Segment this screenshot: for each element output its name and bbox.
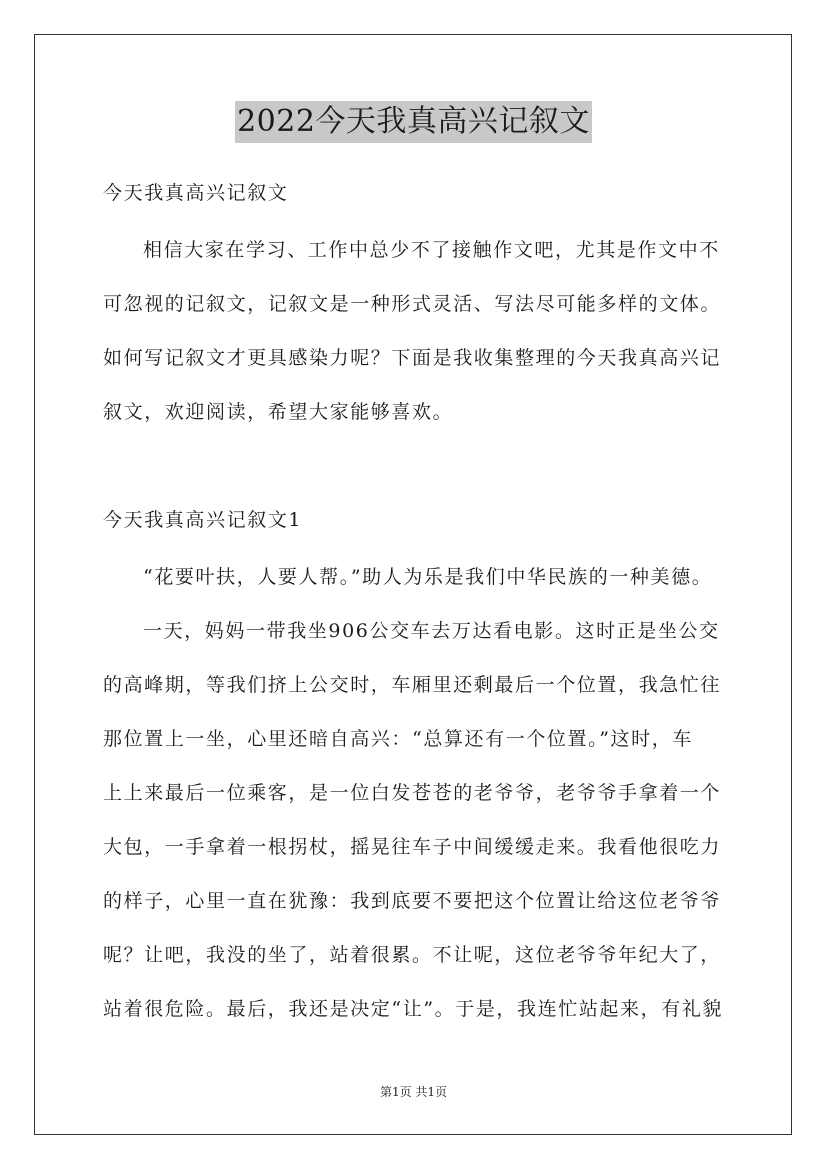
document-subtitle: 今天我真高兴记叙文 <box>103 182 289 204</box>
page-footer: 第1页 共1页 <box>379 1085 448 1099</box>
intro-line: 相信大家在学习、工作中总少不了接触作文吧，尤其是作文中不 <box>143 239 720 261</box>
body-line: 那位置上一坐，心里还暗自高兴：“总算还有一个位置。”这时，车 <box>103 728 693 750</box>
section-heading: 今天我真高兴记叙文1 <box>103 509 303 531</box>
intro-line: 叙文，欢迎阅读，希望大家能够喜欢。 <box>103 401 454 423</box>
body-line: 的样子，心里一直在犹豫：我到底要不要把这个位置让给这位老爷爷 <box>103 890 722 912</box>
body-line: 大包，一手拿着一根拐杖，摇晃往车子中间缓缓走来。我看他很吃力 <box>103 836 722 858</box>
intro-line: 可忽视的记叙文，记叙文是一种形式灵活、写法尽可能多样的文体。 <box>103 293 722 315</box>
body-line: “花要叶扶，人要人帮。”助人为乐是我们中华民族的一种美德。 <box>143 566 713 588</box>
body-line: 一天，妈妈一带我坐906公交车去万达看电影。这时正是坐公交 <box>143 620 720 642</box>
body-line: 的高峰期，等我们挤上公交时，车厢里还剩最后一个位置，我急忙往 <box>103 674 722 696</box>
body-line: 站着很危险。最后，我还是决定“让”。于是，我连忙站起来，有礼貌 <box>103 998 724 1020</box>
title-container <box>0 101 827 143</box>
body-line: 呢？让吧，我没的坐了，站着很累。不让呢，这位老爷爷年纪大了， <box>103 944 722 966</box>
body-line: 上上来最后一位乘客，是一位白发苍苍的老爷爷，老爷爷手拿着一个 <box>103 782 722 804</box>
intro-line: 如何写记叙文才更具感染力呢？下面是我收集整理的今天我真高兴记 <box>103 347 722 369</box>
document-title: 2022今天我真高兴记叙文 <box>235 101 592 143</box>
